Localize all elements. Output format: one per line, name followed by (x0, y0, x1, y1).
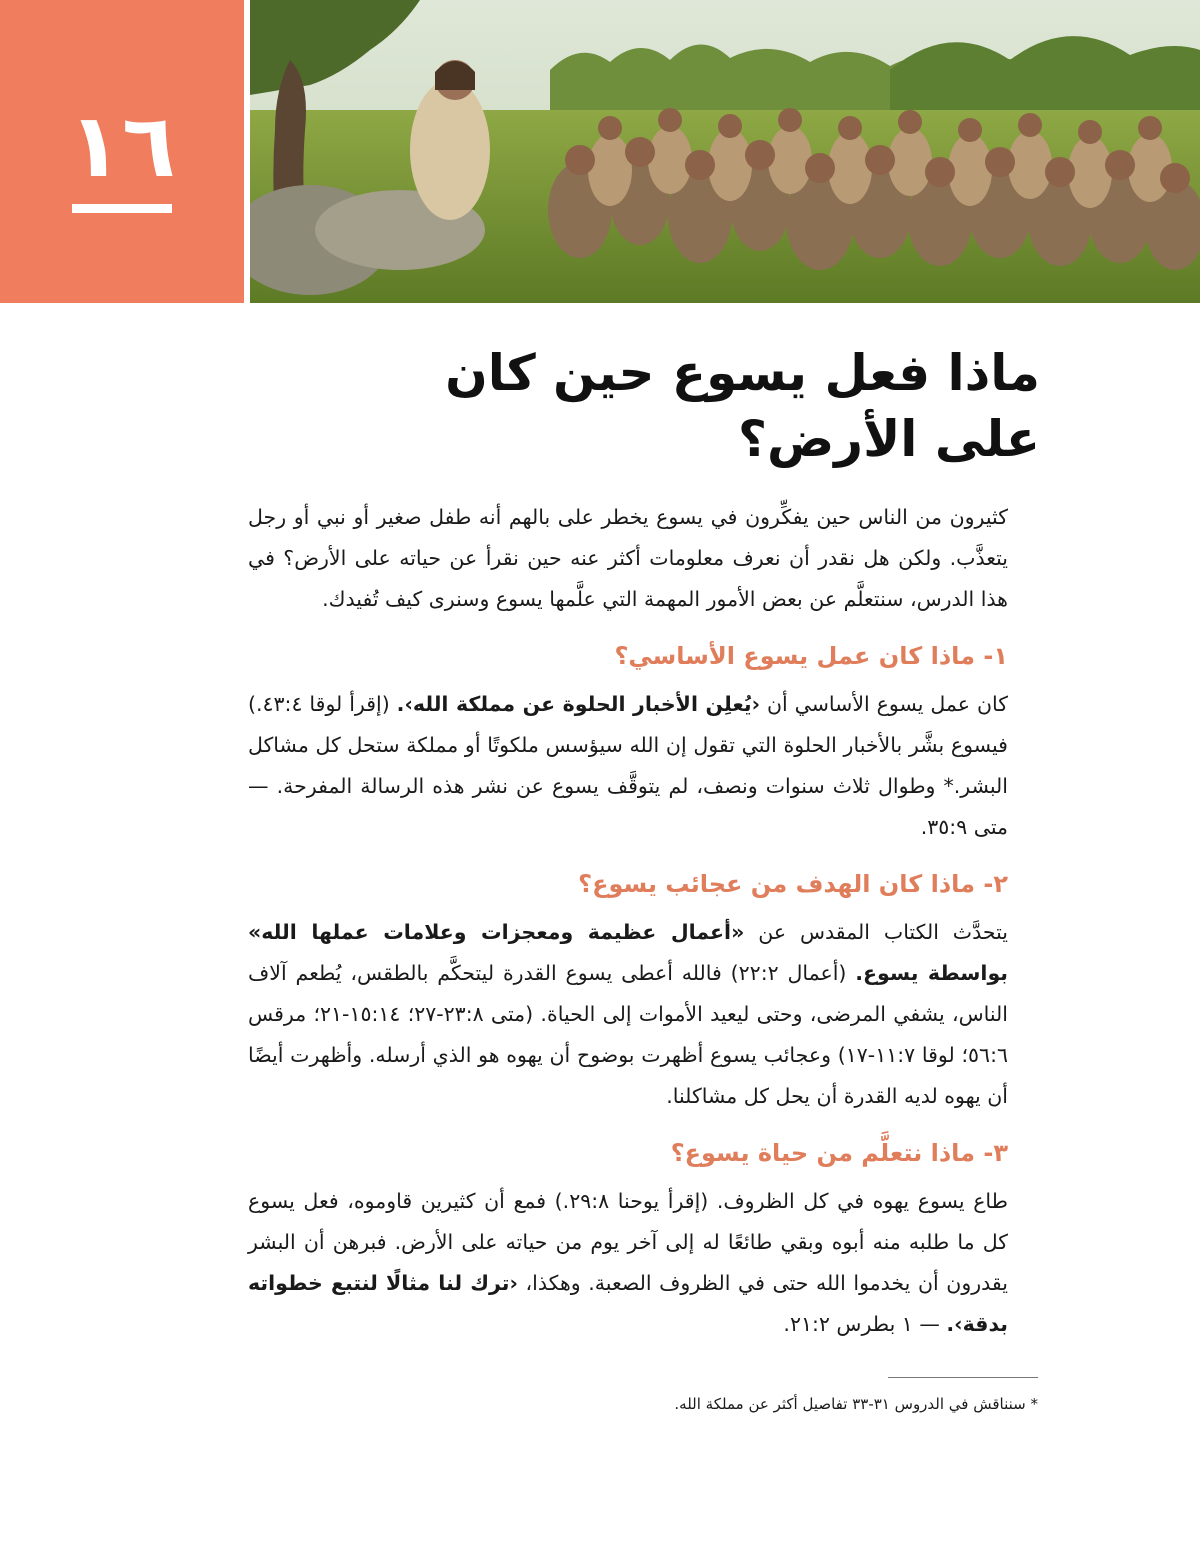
section-heading-2: ٢- ماذا كان الهدف من عجائب يسوع؟ (578, 870, 1008, 898)
lesson-number: ١٦ (68, 94, 176, 197)
lesson-number-box (0, 0, 244, 303)
section-2-text-a: يتحدَّث الكتاب المقدس عن (744, 920, 1008, 944)
section-heading-3: ٣- ماذا نتعلَّم من حياة يسوع؟ (670, 1139, 1008, 1167)
section-paragraph-2 (248, 912, 1008, 1117)
section-paragraph-3 (248, 1181, 1008, 1345)
section-1-text-a: كان عمل يسوع الأساسي أن (760, 692, 1009, 716)
section-3-text-b: — ١ بطرس ٢:‏٢١. (783, 1312, 947, 1336)
section-1-text-b: (إقرأ لوقا ٤:‏٤٣.) فيسوع بشَّر بالأخبار الحلوة التي تقول إن الله سيؤسس ملكوتًا أو مملكة ستحل كل مشاكل البشر.* وطوال ثلاث سنوات ونصف، لم يتوقَّف يسوع عن نشر هذه الرسالة المفرحة. — متى ٩:‏٣٥. (248, 692, 1008, 839)
header-band (0, 0, 1200, 303)
footnote-divider (888, 1377, 1038, 1378)
intro-paragraph: كثيرون من الناس حين يفكِّرون في يسوع يخطر على بالهم أنه طفل صغير أو نبي أو رجل يتعذَّب. ولكن هل نقدر أن نعرف معلومات أكثر عنه حين نقرأ عن حياته على الأرض؟ في هذا الدرس، سنتعلَّم عن بعض الأمور المهمة التي علَّمها يسوع وسنرى كيف تُفيدك. (248, 505, 1008, 611)
section-paragraph-1 (248, 684, 1008, 848)
lesson-content (248, 497, 1008, 1345)
footnote: * سنناقش في الدروس ٣١-٣٣ تفاصيل أكثر عن مملكة الله. (674, 1395, 1038, 1413)
section-1-emphasis: ‹يُعلِن الأخبار الحلوة عن مملكة الله›. (396, 692, 761, 716)
lesson-number-underline (72, 204, 172, 213)
section-heading-1: ١- ماذا كان عمل يسوع الأساسي؟ (614, 642, 1008, 670)
section-2-text-b: (أعمال ٢:‏٢٢) فالله أعطى يسوع القدرة ليتحكَّم بالطقس، يُطعم آلاف الناس، يشفي المرضى، وحتى ليعيد الأموات إلى الحياة. (متى ٨:‏٢٣-٢٧؛ ١٤:‏١٥-٢١؛ مرقس ٦:‏٥٦؛ لوقا ٧:‏١١-١٧) وعجائب يسوع أظهرت بوضوح أن يهوه هو الذي أرسله. وأظهرت أيضًا أن يهوه لديه القدرة أن يحل كل مشاكلنا. (248, 961, 1008, 1108)
jesus-teaching-crowd-illustration (250, 0, 1200, 303)
section-3-emphasis: ‹ترك لنا مثالًا لنتبع خطواته بدقة›. (248, 1271, 1008, 1336)
header-photo (250, 0, 1200, 303)
page-title: ماذا فعل يسوع حين كان على الأرض؟ (445, 344, 1040, 468)
section-2-emphasis: «أعمال عظيمة ومعجزات وعلامات عملها الله» بواسطة يسوع. (248, 920, 1009, 985)
section-3-text-a: طاع يسوع يهوه في كل الظروف. (إقرأ يوحنا ٨:‏٢٩.) فمع أن كثيرين قاوموه، فعل يسوع كل ما طلبه منه أبوه وبقي طائعًا له إلى آخر يوم من حياته على الأرض. فبرهن أن البشر يقدرون أن يخدموا الله حتى في الظروف الصعبة. وهكذا، (248, 1189, 1008, 1295)
